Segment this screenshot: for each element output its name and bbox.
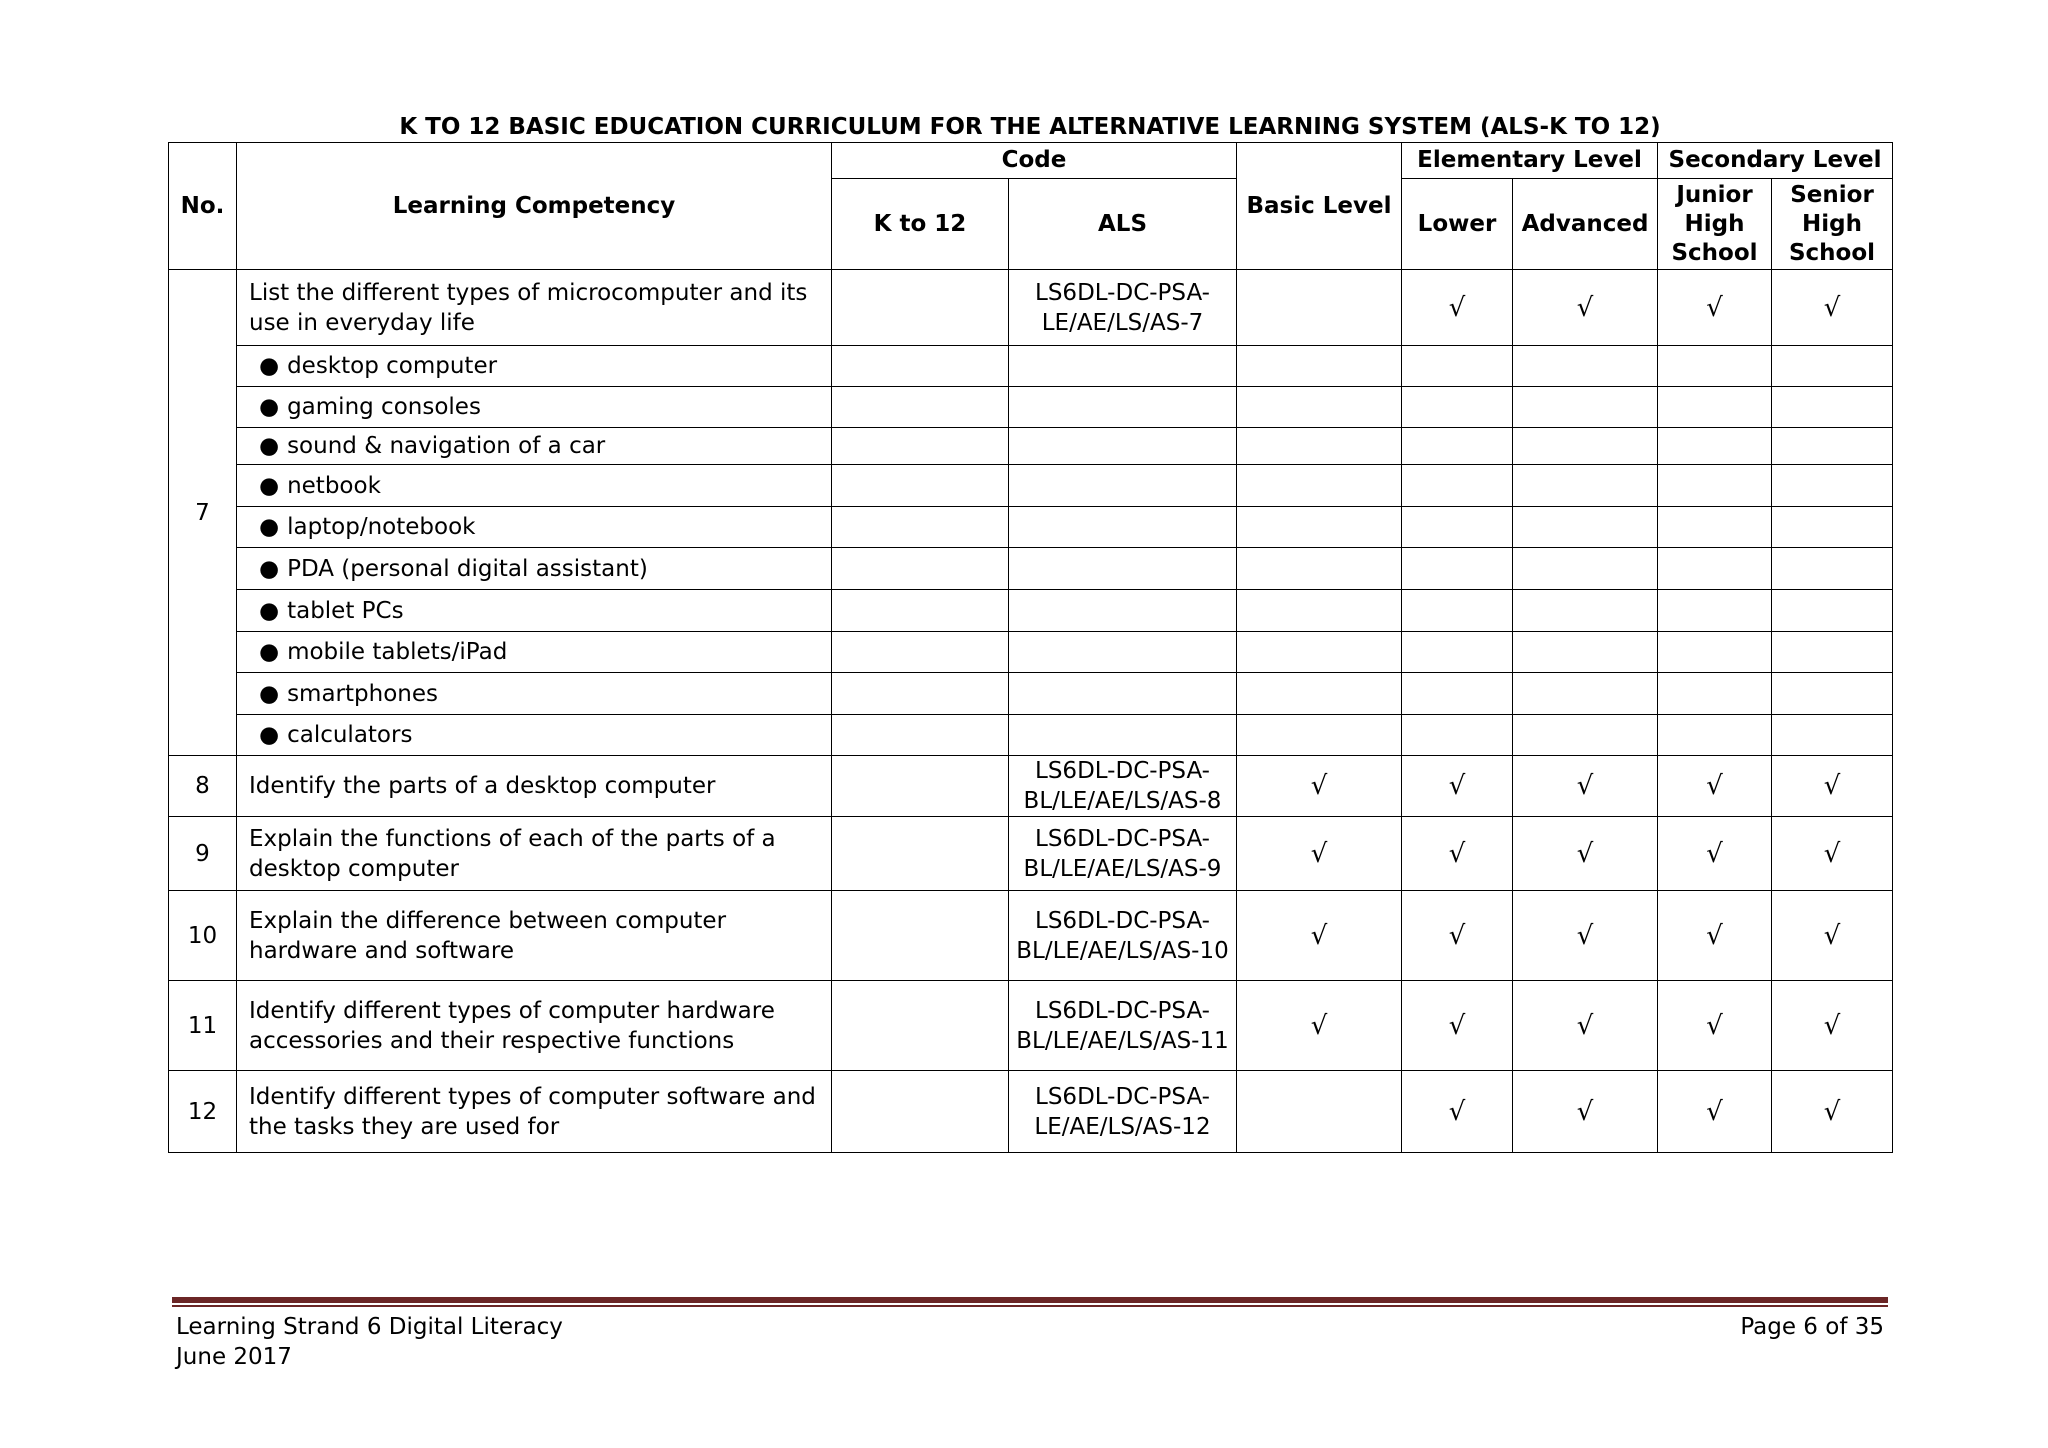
als-code: LS6DL-DC-PSA-BL/LE/AE/LS/AS-8 xyxy=(1009,756,1237,817)
level-advanced-check: √ xyxy=(1513,1071,1658,1153)
level-lower-check: √ xyxy=(1402,1071,1513,1153)
empty-cell xyxy=(832,590,1009,632)
level-basic-check: √ xyxy=(1237,981,1402,1071)
sub-item xyxy=(237,507,832,548)
row-number: 12 xyxy=(169,1071,237,1153)
table-body xyxy=(169,270,1893,1153)
header-learning-competency: Learning Competency xyxy=(237,143,832,270)
header-als: ALS xyxy=(1009,179,1237,270)
bullet-icon: ● xyxy=(259,353,280,379)
empty-cell xyxy=(1402,387,1513,428)
empty-cell xyxy=(1237,590,1402,632)
level-senior-check: √ xyxy=(1772,1071,1893,1153)
row-number: 9 xyxy=(169,817,237,891)
level-senior-check: √ xyxy=(1772,817,1893,891)
empty-cell xyxy=(1402,346,1513,387)
learning-competency: Identify different types of computer software and the tasks they are used for xyxy=(237,1071,832,1153)
k-to-12-code xyxy=(832,817,1009,891)
bullet-icon: ● xyxy=(259,394,280,420)
document-title: K TO 12 BASIC EDUCATION CURRICULUM FOR THE ALTERNATIVE LEARNING SYSTEM (ALS-K TO 12) xyxy=(399,114,1661,140)
level-basic-check: √ xyxy=(1237,891,1402,981)
sub-item-row xyxy=(169,673,1893,715)
sub-item xyxy=(237,715,832,756)
level-senior-check: √ xyxy=(1772,981,1893,1071)
level-advanced-check: √ xyxy=(1513,817,1658,891)
sub-item-label: tablet PCs xyxy=(287,597,404,624)
row-number: 8 xyxy=(169,756,237,817)
level-lower-check: √ xyxy=(1402,891,1513,981)
als-code: LS6DL-DC-PSA-LE/AE/LS/AS-7 xyxy=(1009,270,1237,346)
level-junior-check: √ xyxy=(1658,756,1772,817)
sub-item-label: gaming consoles xyxy=(287,394,481,420)
level-advanced-check: √ xyxy=(1513,270,1658,346)
empty-cell xyxy=(1513,632,1658,673)
sub-item-label: laptop/notebook xyxy=(287,514,476,540)
row-number: 7 xyxy=(169,270,237,756)
empty-cell xyxy=(1658,387,1772,428)
bullet-icon: ● xyxy=(259,514,280,540)
empty-cell xyxy=(1402,465,1513,507)
sub-item-row xyxy=(169,590,1893,632)
level-basic-check: √ xyxy=(1237,756,1402,817)
empty-cell xyxy=(1237,632,1402,673)
empty-cell xyxy=(1658,465,1772,507)
sub-item xyxy=(237,590,832,632)
empty-cell xyxy=(1772,673,1893,715)
level-basic-check xyxy=(1237,1071,1402,1153)
empty-cell xyxy=(1009,465,1237,507)
sub-item xyxy=(237,387,832,428)
empty-cell xyxy=(1009,632,1237,673)
empty-cell xyxy=(1237,346,1402,387)
sub-item-label: sound & navigation of a car xyxy=(287,433,606,459)
row-number: 11 xyxy=(169,981,237,1071)
empty-cell xyxy=(1402,507,1513,548)
sub-item xyxy=(237,632,832,673)
k-to-12-code xyxy=(832,891,1009,981)
empty-cell xyxy=(1513,715,1658,756)
level-junior-check: √ xyxy=(1658,891,1772,981)
table-row xyxy=(169,981,1893,1071)
header-secondary-level: Secondary Level xyxy=(1658,143,1893,179)
table-row xyxy=(169,270,1893,346)
empty-cell xyxy=(1772,632,1893,673)
header-elementary-level: Elementary Level xyxy=(1402,143,1658,179)
sub-item-row xyxy=(169,428,1893,465)
bullet-icon: ● xyxy=(259,472,280,499)
empty-cell xyxy=(1009,548,1237,590)
empty-cell xyxy=(1772,465,1893,507)
empty-cell xyxy=(1772,590,1893,632)
footer-date: June 2017 xyxy=(176,1344,292,1370)
learning-competency: Explain the difference between computer hardware and software xyxy=(237,891,832,981)
sub-item-row xyxy=(169,632,1893,673)
empty-cell xyxy=(1237,673,1402,715)
empty-cell xyxy=(832,387,1009,428)
header-no: No. xyxy=(169,143,237,270)
empty-cell xyxy=(1658,346,1772,387)
empty-cell xyxy=(1237,387,1402,428)
learning-competency: Identify the parts of a desktop computer xyxy=(237,756,832,817)
empty-cell xyxy=(1513,673,1658,715)
empty-cell xyxy=(1513,507,1658,548)
bullet-icon: ● xyxy=(259,433,280,459)
empty-cell xyxy=(1772,428,1893,465)
empty-cell xyxy=(832,465,1009,507)
k-to-12-code xyxy=(832,270,1009,346)
header-advanced: Advanced xyxy=(1513,179,1658,270)
level-junior-check: √ xyxy=(1658,270,1772,346)
empty-cell xyxy=(1658,428,1772,465)
level-basic-check xyxy=(1237,270,1402,346)
level-senior-check: √ xyxy=(1772,270,1893,346)
sub-item xyxy=(237,346,832,387)
sub-item-label: desktop computer xyxy=(287,353,498,379)
level-senior-check: √ xyxy=(1772,891,1893,981)
k-to-12-code xyxy=(832,1071,1009,1153)
header-senior-high-school: Senior High School xyxy=(1772,179,1893,270)
learning-competency: List the different types of microcomputer and its use in everyday life xyxy=(237,270,832,346)
learning-competency: Explain the functions of each of the parts of a desktop computer xyxy=(237,817,832,891)
table-row xyxy=(169,817,1893,891)
sub-item-label: mobile tablets/iPad xyxy=(287,639,508,665)
empty-cell xyxy=(1658,590,1772,632)
level-advanced-check: √ xyxy=(1513,981,1658,1071)
empty-cell xyxy=(1009,346,1237,387)
empty-cell xyxy=(1658,507,1772,548)
empty-cell xyxy=(832,632,1009,673)
sub-item xyxy=(237,465,832,507)
empty-cell xyxy=(1402,673,1513,715)
table-row xyxy=(169,891,1893,981)
curriculum-table xyxy=(168,142,1893,1153)
empty-cell xyxy=(832,507,1009,548)
sub-item xyxy=(237,548,832,590)
k-to-12-code xyxy=(832,756,1009,817)
table-row xyxy=(169,756,1893,817)
level-lower-check: √ xyxy=(1402,817,1513,891)
empty-cell xyxy=(1237,548,1402,590)
empty-cell xyxy=(832,673,1009,715)
empty-cell xyxy=(1009,507,1237,548)
empty-cell xyxy=(832,428,1009,465)
empty-cell xyxy=(832,548,1009,590)
empty-cell xyxy=(1513,387,1658,428)
empty-cell xyxy=(1772,346,1893,387)
sub-item-row xyxy=(169,346,1893,387)
empty-cell xyxy=(1513,465,1658,507)
empty-cell xyxy=(1658,548,1772,590)
empty-cell xyxy=(1658,673,1772,715)
level-advanced-check: √ xyxy=(1513,756,1658,817)
empty-cell xyxy=(1009,590,1237,632)
sub-item-row xyxy=(169,715,1893,756)
empty-cell xyxy=(1772,715,1893,756)
empty-cell xyxy=(1009,387,1237,428)
footer-strand-name: Learning Strand 6 Digital Literacy xyxy=(176,1314,563,1340)
footer-rule-thin xyxy=(172,1305,1888,1307)
k-to-12-code xyxy=(832,981,1009,1071)
header-lower: Lower xyxy=(1402,179,1513,270)
empty-cell xyxy=(1402,715,1513,756)
als-code: LS6DL-DC-PSA-LE/AE/LS/AS-12 xyxy=(1009,1071,1237,1153)
header-basic-level: Basic Level xyxy=(1237,143,1402,270)
footer-rule xyxy=(172,1297,1888,1303)
level-lower-check: √ xyxy=(1402,756,1513,817)
empty-cell xyxy=(1772,387,1893,428)
header-code: Code xyxy=(832,143,1237,179)
empty-cell xyxy=(1513,428,1658,465)
header-junior-high-school: Junior High School xyxy=(1658,179,1772,270)
sub-item-label: netbook xyxy=(287,472,381,499)
sub-item xyxy=(237,673,832,715)
empty-cell xyxy=(1237,507,1402,548)
sub-item-row xyxy=(169,465,1893,507)
sub-item-row xyxy=(169,548,1893,590)
empty-cell xyxy=(832,346,1009,387)
level-junior-check: √ xyxy=(1658,1071,1772,1153)
empty-cell xyxy=(1513,346,1658,387)
empty-cell xyxy=(1772,507,1893,548)
als-code: LS6DL-DC-PSA-BL/LE/AE/LS/AS-9 xyxy=(1009,817,1237,891)
level-advanced-check: √ xyxy=(1513,891,1658,981)
als-code: LS6DL-DC-PSA-BL/LE/AE/LS/AS-10 xyxy=(1009,891,1237,981)
bullet-icon: ● xyxy=(259,722,280,748)
sub-item-row xyxy=(169,507,1893,548)
empty-cell xyxy=(1009,673,1237,715)
bullet-icon: ● xyxy=(259,680,280,707)
level-junior-check: √ xyxy=(1658,817,1772,891)
learning-competency: Identify different types of computer hardware accessories and their respective functions xyxy=(237,981,832,1071)
row-number: 10 xyxy=(169,891,237,981)
sub-item-label: smartphones xyxy=(287,680,438,707)
empty-cell xyxy=(832,715,1009,756)
empty-cell xyxy=(1513,548,1658,590)
level-basic-check: √ xyxy=(1237,817,1402,891)
empty-cell xyxy=(1402,548,1513,590)
empty-cell xyxy=(1513,590,1658,632)
empty-cell xyxy=(1009,428,1237,465)
sub-item-label: PDA (personal digital assistant) xyxy=(287,555,648,582)
sub-item xyxy=(237,428,832,465)
level-senior-check: √ xyxy=(1772,756,1893,817)
sub-item-row xyxy=(169,387,1893,428)
table-row xyxy=(169,1071,1893,1153)
empty-cell xyxy=(1237,465,1402,507)
empty-cell xyxy=(1772,548,1893,590)
level-lower-check: √ xyxy=(1402,270,1513,346)
sub-item-label: calculators xyxy=(287,722,413,748)
bullet-icon: ● xyxy=(259,597,280,624)
empty-cell xyxy=(1402,428,1513,465)
empty-cell xyxy=(1658,715,1772,756)
level-lower-check: √ xyxy=(1402,981,1513,1071)
bullet-icon: ● xyxy=(259,555,280,582)
footer-page-number: Page 6 of 35 xyxy=(1740,1314,1884,1340)
empty-cell xyxy=(1658,632,1772,673)
empty-cell xyxy=(1402,632,1513,673)
empty-cell xyxy=(1237,715,1402,756)
bullet-icon: ● xyxy=(259,639,280,665)
empty-cell xyxy=(1237,428,1402,465)
header-k-to-12: K to 12 xyxy=(832,179,1009,270)
empty-cell xyxy=(1009,715,1237,756)
als-code: LS6DL-DC-PSA-BL/LE/AE/LS/AS-11 xyxy=(1009,981,1237,1071)
level-junior-check: √ xyxy=(1658,981,1772,1071)
empty-cell xyxy=(1402,590,1513,632)
